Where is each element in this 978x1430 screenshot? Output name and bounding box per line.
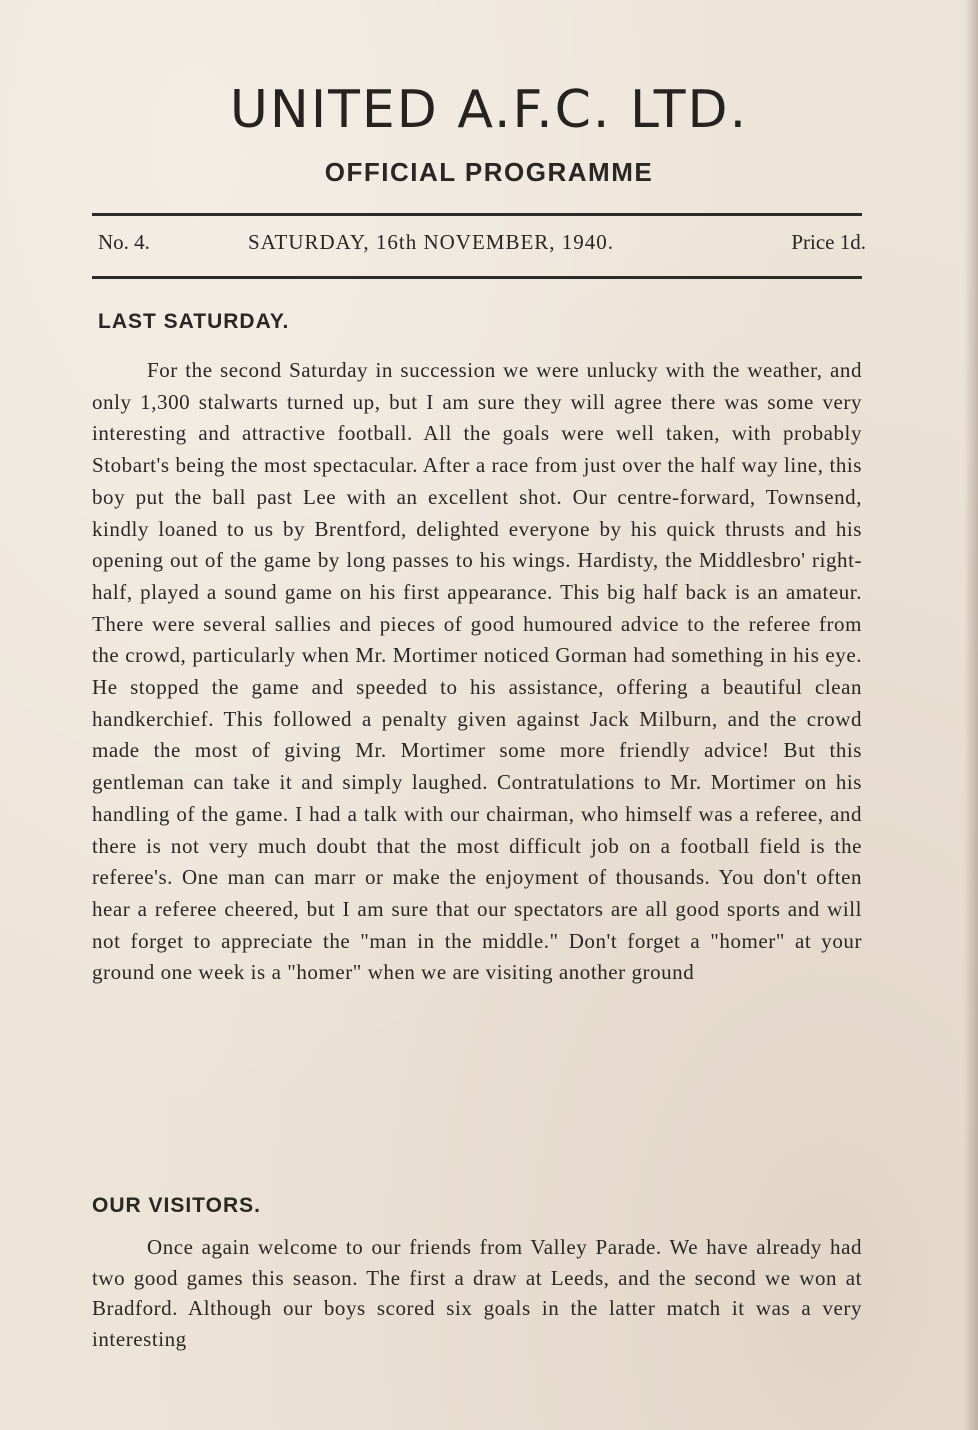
issue-price: Price 1d.	[791, 230, 866, 254]
issue-line	[98, 230, 866, 262]
programme-subtitle: OFFICIAL PROGRAMME	[324, 157, 654, 187]
section-body-last-saturday: For the second Saturday in succession we were unlucky with the weather, and only 1,300 stalwarts turned up, but I am sure they will agree there was some very interesting and attractive football. All the goals were well taken, with probably Stobart's being the most spectacular. After a race from just over the half way line, this boy put the ball past Lee with an excellent shot. Our centre-forward, Townsend, kindly loaned to us by Brentford, delighted everyone by his quick thrusts and his opening out of the game by long passes to his wings. Hardisty, the Middlesbro' right-half, played a sound game on his first appearance. This big half back is an amateur. There were several sallies and pieces of good humoured advice to the referee from the crowd, particularly when Mr. Mortimer noticed Gorman had something in his eye. He stopped the game and speeded to his assistance, offering a beautiful clean handkerchief. This followed a penalty given against Jack Milburn, and the crowd made the most of giving Mr. Mortimer some more friendly advice! But this gentleman can take it and simply laughed. Contratulations to Mr. Mortimer on his handling of the game. I had a talk with our chairman, who himself was a referee, and there is not very much doubt that the most difficult job on a football field is the referee's. One man can marr or make the enjoyment of thousands. You don't often hear a referee cheered, but I am sure that our spectators are all good sports and will not forget to appreciate the "man in the middle." Don't forget a "homer" at your ground one week is a "homer" when we are visiting another ground	[92, 358, 862, 985]
bottom-rule	[92, 276, 862, 279]
section-heading-our-visitors: OUR VISITORS.	[92, 1194, 261, 1217]
issue-number: No. 4.	[98, 230, 150, 254]
top-rule	[92, 213, 862, 216]
section-body-our-visitors: Once again welcome to our friends from Valley Parade. We have already had two good games this season. The first a draw at Leeds, and the second we won at Bradford. Although our boys scored six goals in the latter match it was a very interesting	[92, 1235, 862, 1351]
club-title: UNITED A.F.C. LTD.	[229, 80, 749, 140]
section-heading-last-saturday: LAST SATURDAY.	[98, 310, 290, 333]
issue-date: SATURDAY, 16th NOVEMBER, 1940.	[248, 230, 615, 254]
page-edge-shadow	[964, 0, 978, 1430]
